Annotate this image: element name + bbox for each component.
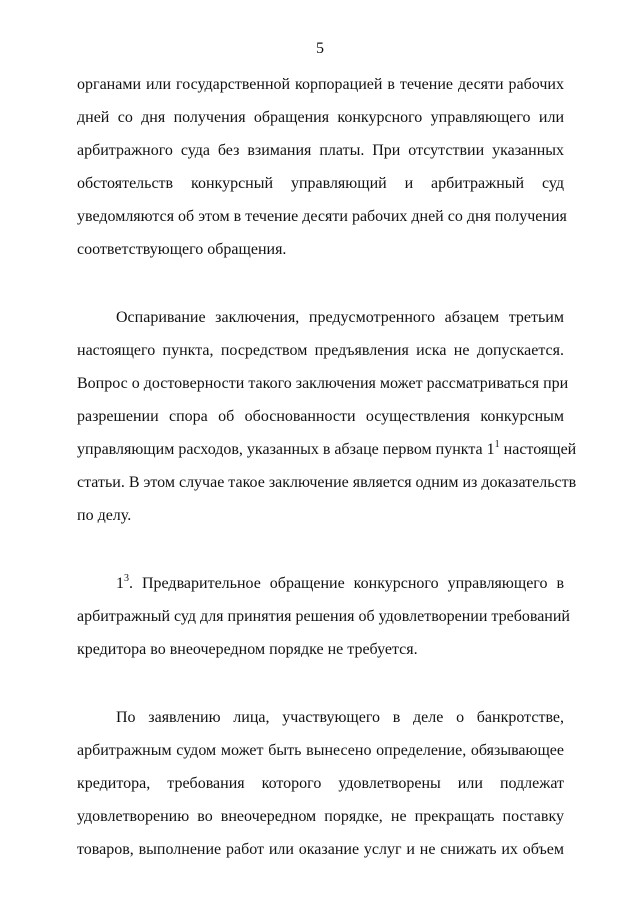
text-line: дней со дня получения обращения конкурсного управляющего или — [77, 109, 564, 126]
text-line: уведомляются об этом в течение десяти рабочих дней со дня получения — [77, 208, 567, 225]
paragraph-4 — [77, 701, 564, 866]
reference-text-tail: настоящей — [499, 441, 577, 458]
page-number: 5 — [316, 40, 324, 57]
text-line: обстоятельств конкурсный управляющий и арбитражный суд — [77, 175, 564, 192]
text-line-with-reference — [77, 433, 577, 466]
numbered-item-line — [77, 567, 564, 600]
text-line: Оспаривание заключения, предусмотренного абзацем третьим — [116, 309, 564, 326]
text-line: по делу. — [77, 507, 132, 524]
item-number: 1 — [116, 575, 124, 592]
text-line: настоящего пункта, посредством предъявления иска не допускается. — [77, 342, 564, 359]
text-line: товаров, выполнение работ или оказание услуг и не снижать их объем — [77, 841, 564, 858]
text-line: разрешении спора об обоснованности осуществления конкурсным — [77, 408, 564, 425]
text-line: арбитражный суд для принятия решения об удовлетворении требований — [77, 608, 570, 625]
paragraph-1 — [77, 68, 567, 266]
paragraph-2 — [77, 301, 577, 532]
document-body — [77, 68, 577, 866]
text-line: органами или государственной корпорацией в течение десяти рабочих — [77, 76, 564, 93]
text-line: кредитора во внеочередном порядке не требуется. — [77, 641, 418, 658]
superscript: 1 — [494, 439, 500, 450]
reference-text: управляющим расходов, указанных в абзаце первом пункта 1 — [77, 441, 495, 458]
text-line: кредитора, требования которого удовлетворены или подлежат — [77, 775, 564, 792]
paragraph-3 — [77, 567, 570, 666]
text-line: арбитражным судом может быть вынесено определение, обязывающее — [77, 742, 564, 759]
text-line: статьи. В этом случае такое заключение является одним из доказательств — [77, 474, 577, 491]
text-line: соответствующего обращения. — [77, 241, 287, 258]
text-line: удовлетворению во внеочередном порядке, не прекращать поставку — [77, 808, 564, 825]
text-line: По заявлению лица, участвующего в деле о банкротстве, — [116, 709, 564, 726]
item-superscript: 3 — [124, 573, 129, 584]
item-text: . Предварительное обращение конкурсного управляющего в — [129, 575, 564, 592]
text-line: арбитражного суда без взимания платы. При отсутствии указанных — [77, 142, 564, 159]
text-line: Вопрос о достоверности такого заключения может рассматриваться при — [77, 375, 569, 392]
